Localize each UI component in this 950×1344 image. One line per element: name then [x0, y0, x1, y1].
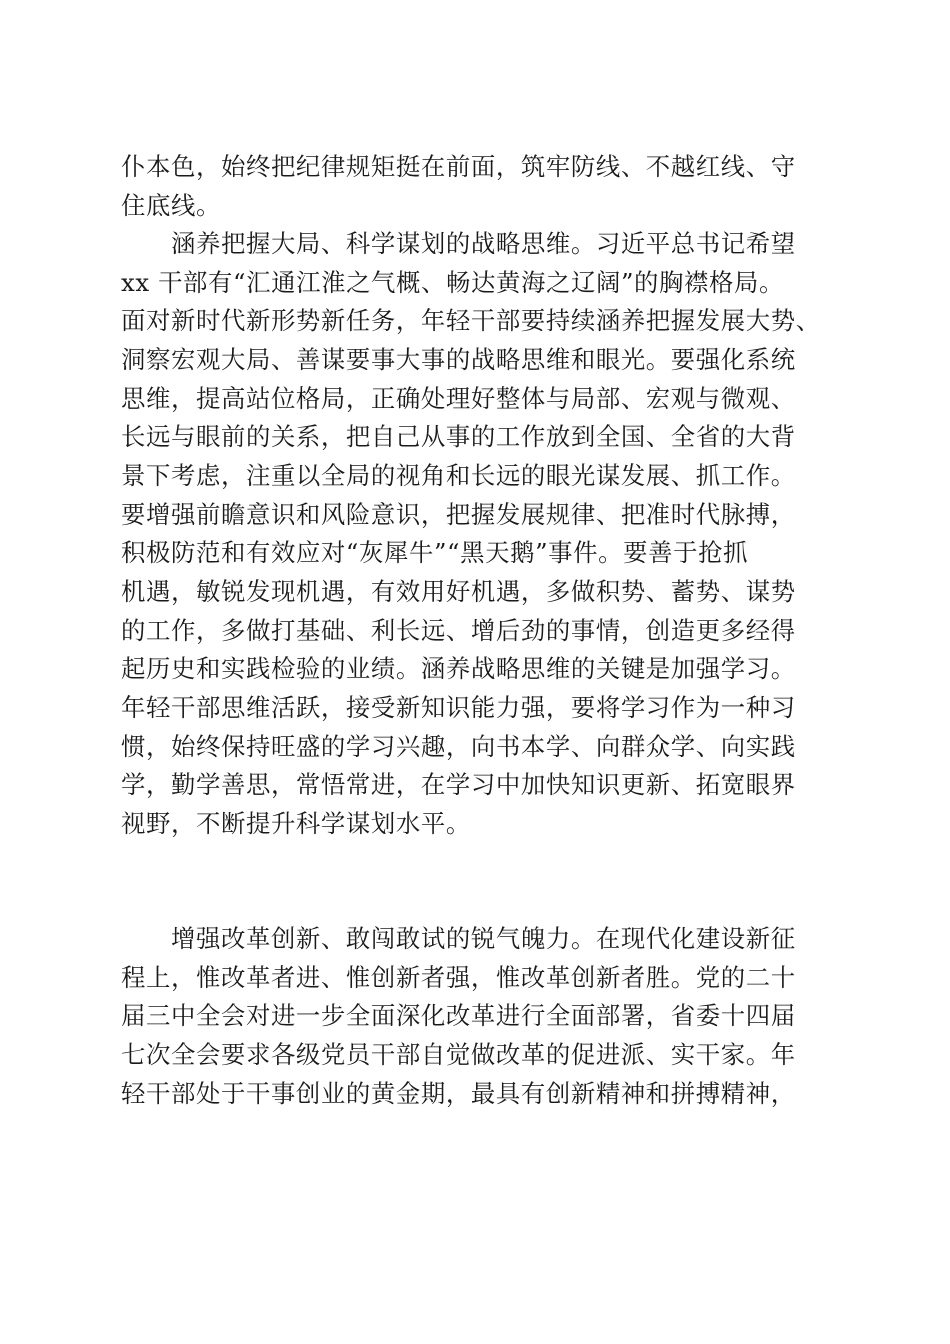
- paragraph-2-line: 学，勤学善思，常悟常进，在学习中加快知识更新、拓宽眼界: [121, 770, 796, 800]
- paragraph-3-line: 七次全会要求各级党员干部自觉做改革的促进派、实干家。年: [121, 1039, 796, 1069]
- paragraph-2-line: 机遇，敏锐发现机遇，有效用好机遇，多做积势、蓄势、谋势: [121, 576, 796, 606]
- paragraph-2-line: 积极防范和有效应对“灰犀牛”“黑天鹅”事件。要善于抢抓: [121, 538, 749, 568]
- paragraph-1-line: 住底线。: [121, 190, 221, 220]
- paragraph-2-line: 景下考虑，注重以全局的视角和长远的眼光谋发展、抓工作。: [121, 460, 796, 490]
- paragraph-2-line: 要增强前瞻意识和风险意识，把握发展规律、把准时代脉搏，: [121, 499, 796, 529]
- paragraph-3-line: 届三中全会对进一步全面深化改革进行全面部署，省委十四届: [121, 1001, 796, 1031]
- paragraph-2: [121, 225, 827, 844]
- paragraph-1-line: 仆本色，始终把纪律规矩挺在前面，筑牢防线、不越红线、守: [121, 152, 796, 181]
- paragraph-2-line: 惯，始终保持旺盛的学习兴趣，向书本学、向群众学、向实践: [121, 731, 796, 761]
- paragraph-2-line: 起历史和实践检验的业绩。涵养战略思维的关键是加强学习。: [121, 654, 796, 684]
- paragraph-3-line: 增强改革创新、敢闯敢试的锐气魄力。在现代化建设新征: [121, 924, 796, 953]
- paragraph-2-line: 视野，不断提升科学谋划水平。: [121, 808, 471, 838]
- paragraph-2-line: 涵养把握大局、科学谋划的战略思维。习近平总书记希望: [121, 229, 796, 258]
- paragraph-3: [121, 920, 827, 1113]
- paragraph-2-line: 洞察宏观大局、善谋要事大事的战略思维和眼光。要强化系统: [121, 344, 796, 374]
- paragraph-2-line: 年轻干部思维活跃，接受新知识能力强，要将学习作为一种习: [121, 692, 796, 722]
- paragraph-3-line: 轻干部处于干事创业的黄金期，最具有创新精神和拼搏精神，: [121, 1078, 796, 1108]
- paragraph-2-line: 长远与眼前的关系，把自己从事的工作放到全国、全省的大背: [121, 422, 796, 452]
- paragraph-2-line: 的工作，多做打基础、利长远、增后劲的事情，创造更多经得: [121, 615, 796, 645]
- paragraph-1: [121, 148, 827, 225]
- paragraph-3-line: 程上，惟改革者进、惟创新者强，惟改革创新者胜。党的二十: [121, 962, 796, 992]
- paragraph-2-line: 思维，提高站位格局，正确处理好整体与局部、宏观与微观、: [121, 383, 796, 413]
- paragraph-2-line: 面对新时代新形势新任务，年轻干部要持续涵养把握发展大势、: [121, 306, 821, 336]
- paragraph-2-line: xx 干部有“汇通江淮之气概、畅达黄海之辽阔”的胸襟格局。: [121, 267, 784, 297]
